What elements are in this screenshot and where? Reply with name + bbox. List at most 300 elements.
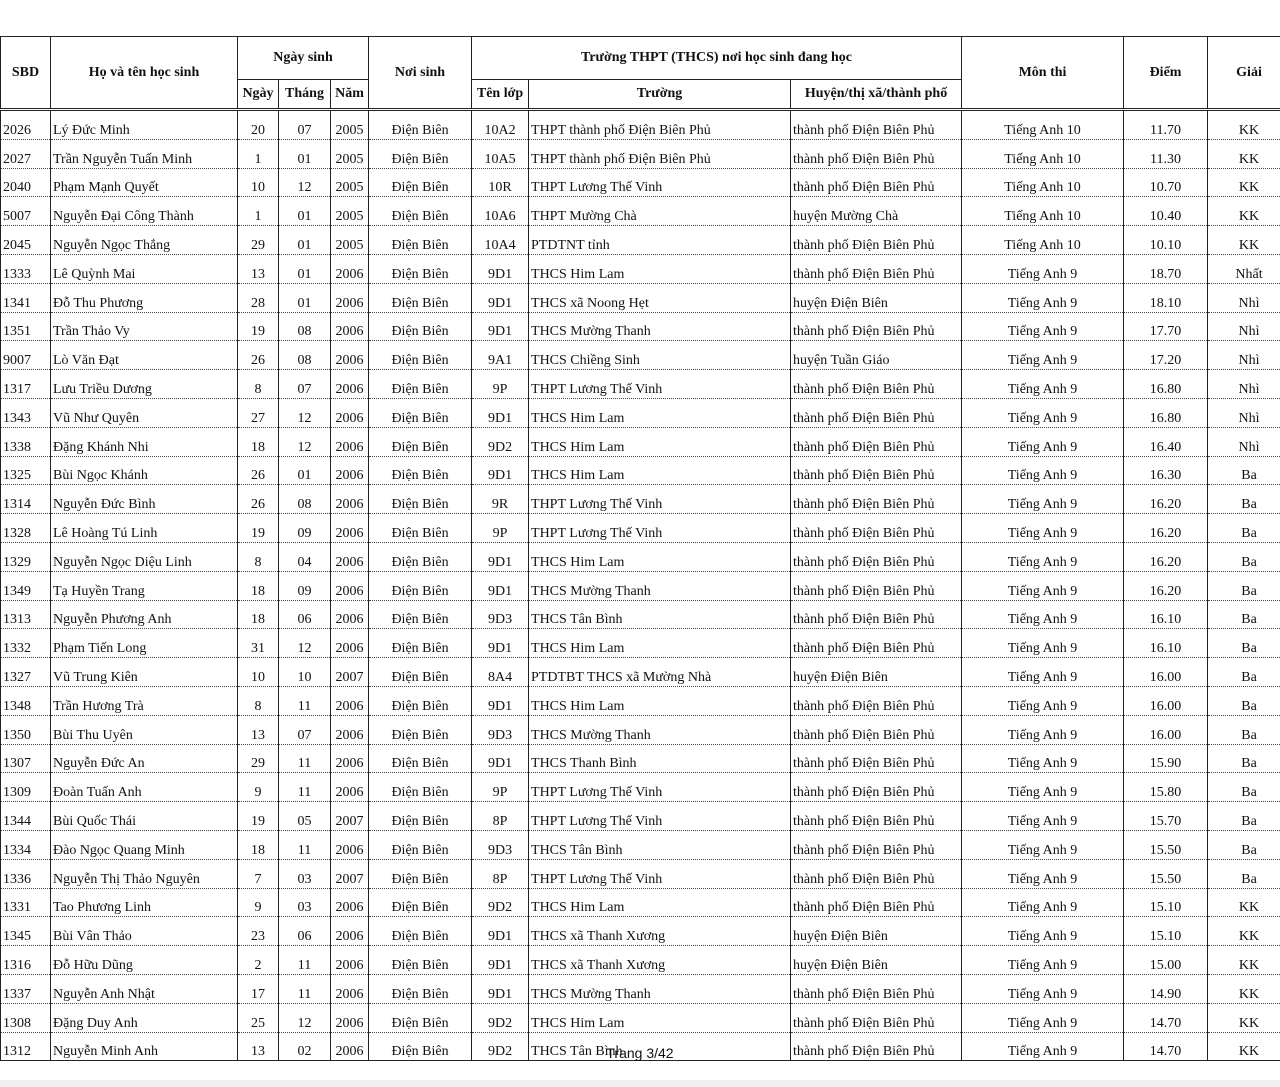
table-body [1, 110, 1280, 1061]
subject-cell: Tiếng Anh 10 [962, 197, 1124, 226]
birth-day-cell: 7 [238, 859, 279, 888]
school-cell: THCS Tân Bình [529, 1032, 791, 1061]
birth-day-cell: 31 [238, 629, 279, 658]
birth-month-cell: 01 [279, 226, 331, 255]
score-cell: 16.20 [1124, 514, 1208, 543]
table-row [1, 197, 1280, 226]
school-cell: THCS Him Lam [529, 1003, 791, 1032]
class-cell: 9D1 [472, 456, 529, 485]
table-row [1, 888, 1280, 917]
birth-day-cell: 25 [238, 1003, 279, 1032]
prize-cell: KK [1208, 946, 1280, 975]
school-cell: THPT Mường Chà [529, 197, 791, 226]
birth-month-cell: 01 [279, 139, 331, 168]
school-cell: THPT Lương Thế Vinh [529, 168, 791, 197]
prize-cell: Nhì [1208, 370, 1280, 399]
subject-cell: Tiếng Anh 9 [962, 1032, 1124, 1061]
prize-cell: KK [1208, 917, 1280, 946]
school-cell: THCS Him Lam [529, 254, 791, 283]
district-cell: thành phố Điện Biên Phủ [791, 744, 962, 773]
header-class: Tên lớp [472, 80, 529, 110]
birthplace-cell: Điện Biên [369, 1003, 472, 1032]
class-cell: 10A4 [472, 226, 529, 255]
district-cell: thành phố Điện Biên Phủ [791, 485, 962, 514]
prize-cell: Nhì [1208, 398, 1280, 427]
birth-year-cell: 2006 [331, 946, 369, 975]
class-cell: 9D1 [472, 571, 529, 600]
table-row [1, 571, 1280, 600]
bottom-bar [0, 1080, 1280, 1087]
sbd-cell: 1336 [1, 859, 51, 888]
district-cell: thành phố Điện Biên Phủ [791, 370, 962, 399]
school-cell: THPT Lương Thế Vinh [529, 485, 791, 514]
subject-cell: Tiếng Anh 9 [962, 946, 1124, 975]
birth-year-cell: 2006 [331, 341, 369, 370]
sbd-cell: 1325 [1, 456, 51, 485]
score-cell: 16.10 [1124, 600, 1208, 629]
class-cell: 9D3 [472, 715, 529, 744]
birthplace-cell: Điện Biên [369, 341, 472, 370]
score-cell: 18.10 [1124, 283, 1208, 312]
table-row [1, 946, 1280, 975]
birth-month-cell: 03 [279, 888, 331, 917]
score-cell: 16.20 [1124, 571, 1208, 600]
birth-year-cell: 2005 [331, 139, 369, 168]
prize-cell: KK [1208, 1032, 1280, 1061]
prize-cell: Ba [1208, 600, 1280, 629]
class-cell: 9D1 [472, 744, 529, 773]
class-cell: 8P [472, 802, 529, 831]
school-cell: PTDTNT tỉnh [529, 226, 791, 255]
student-name-cell: Trần Thảo Vy [51, 312, 238, 341]
table-row [1, 600, 1280, 629]
sbd-cell: 2026 [1, 110, 51, 140]
school-cell: THCS Him Lam [529, 427, 791, 456]
results-sheet [0, 36, 1280, 1061]
birth-day-cell: 19 [238, 514, 279, 543]
birth-year-cell: 2006 [331, 773, 369, 802]
prize-cell: Nhì [1208, 341, 1280, 370]
birthplace-cell: Điện Biên [369, 168, 472, 197]
school-cell: THPT Lương Thế Vinh [529, 802, 791, 831]
sbd-cell: 1351 [1, 312, 51, 341]
header-name: Họ và tên học sinh [51, 37, 238, 110]
class-cell: 8P [472, 859, 529, 888]
score-cell: 16.00 [1124, 715, 1208, 744]
sbd-cell: 1341 [1, 283, 51, 312]
score-cell: 16.00 [1124, 686, 1208, 715]
birth-day-cell: 27 [238, 398, 279, 427]
birth-month-cell: 08 [279, 312, 331, 341]
birth-year-cell: 2006 [331, 830, 369, 859]
prize-cell: KK [1208, 110, 1280, 140]
class-cell: 9D3 [472, 600, 529, 629]
birthplace-cell: Điện Biên [369, 456, 472, 485]
table-row [1, 859, 1280, 888]
district-cell: thành phố Điện Biên Phủ [791, 600, 962, 629]
birth-year-cell: 2006 [331, 917, 369, 946]
district-cell: thành phố Điện Biên Phủ [791, 629, 962, 658]
table-row [1, 341, 1280, 370]
birth-year-cell: 2006 [331, 542, 369, 571]
sbd-cell: 1329 [1, 542, 51, 571]
sbd-cell: 2040 [1, 168, 51, 197]
school-cell: THCS Tân Bình [529, 830, 791, 859]
birth-year-cell: 2005 [331, 226, 369, 255]
birth-month-cell: 09 [279, 514, 331, 543]
birth-month-cell: 07 [279, 110, 331, 140]
student-name-cell: Đỗ Hữu Dũng [51, 946, 238, 975]
class-cell: 10R [472, 168, 529, 197]
student-name-cell: Lê Hoàng Tú Linh [51, 514, 238, 543]
class-cell: 9D3 [472, 830, 529, 859]
prize-cell: Ba [1208, 514, 1280, 543]
table-row [1, 110, 1280, 140]
birth-day-cell: 13 [238, 254, 279, 283]
table-row [1, 456, 1280, 485]
prize-cell: Ba [1208, 629, 1280, 658]
birth-month-cell: 01 [279, 283, 331, 312]
school-cell: THPT thành phố Điện Biên Phủ [529, 110, 791, 140]
sbd-cell: 1307 [1, 744, 51, 773]
student-name-cell: Bùi Vân Thảo [51, 917, 238, 946]
school-cell: THPT Lương Thế Vinh [529, 773, 791, 802]
class-cell: 9D2 [472, 1032, 529, 1061]
subject-cell: Tiếng Anh 9 [962, 629, 1124, 658]
header-prize: Giải [1208, 37, 1280, 110]
district-cell: thành phố Điện Biên Phủ [791, 110, 962, 140]
school-cell: THPT Lương Thế Vinh [529, 514, 791, 543]
school-cell: THCS Mường Thanh [529, 571, 791, 600]
district-cell: thành phố Điện Biên Phủ [791, 139, 962, 168]
sbd-cell: 1313 [1, 600, 51, 629]
student-name-cell: Tao Phương Linh [51, 888, 238, 917]
district-cell: huyện Điện Biên [791, 658, 962, 687]
birth-day-cell: 29 [238, 226, 279, 255]
district-cell: thành phố Điện Biên Phủ [791, 859, 962, 888]
class-cell: 9D2 [472, 1003, 529, 1032]
sbd-cell: 1334 [1, 830, 51, 859]
class-cell: 9D1 [472, 254, 529, 283]
table-row [1, 802, 1280, 831]
subject-cell: Tiếng Anh 9 [962, 715, 1124, 744]
birthplace-cell: Điện Biên [369, 398, 472, 427]
prize-cell: Ba [1208, 456, 1280, 485]
birthplace-cell: Điện Biên [369, 197, 472, 226]
birth-month-cell: 12 [279, 427, 331, 456]
prize-cell: KK [1208, 197, 1280, 226]
birth-day-cell: 18 [238, 830, 279, 859]
subject-cell: Tiếng Anh 9 [962, 773, 1124, 802]
sbd-cell: 1350 [1, 715, 51, 744]
district-cell: thành phố Điện Biên Phủ [791, 974, 962, 1003]
birth-month-cell: 05 [279, 802, 331, 831]
header-day: Ngày [238, 80, 279, 110]
birth-year-cell: 2006 [331, 514, 369, 543]
birth-day-cell: 29 [238, 744, 279, 773]
student-name-cell: Nguyễn Đại Công Thành [51, 197, 238, 226]
birthplace-cell: Điện Biên [369, 485, 472, 514]
school-cell: THPT thành phố Điện Biên Phủ [529, 139, 791, 168]
score-cell: 16.80 [1124, 370, 1208, 399]
district-cell: huyện Mường Chà [791, 197, 962, 226]
class-cell: 9P [472, 773, 529, 802]
birth-year-cell: 2006 [331, 485, 369, 514]
birth-day-cell: 19 [238, 312, 279, 341]
subject-cell: Tiếng Anh 10 [962, 139, 1124, 168]
birthplace-cell: Điện Biên [369, 1032, 472, 1061]
subject-cell: Tiếng Anh 9 [962, 571, 1124, 600]
prize-cell: Ba [1208, 773, 1280, 802]
class-cell: 9D1 [472, 917, 529, 946]
score-cell: 15.50 [1124, 830, 1208, 859]
prize-cell: KK [1208, 1003, 1280, 1032]
birth-month-cell: 07 [279, 370, 331, 399]
class-cell: 9D1 [472, 542, 529, 571]
birth-month-cell: 01 [279, 456, 331, 485]
sbd-cell: 1317 [1, 370, 51, 399]
prize-cell: Ba [1208, 802, 1280, 831]
page-number: Trang 3/42 [606, 1045, 674, 1061]
birthplace-cell: Điện Biên [369, 427, 472, 456]
table-row [1, 370, 1280, 399]
birth-year-cell: 2006 [331, 456, 369, 485]
birthplace-cell: Điện Biên [369, 802, 472, 831]
table-row [1, 974, 1280, 1003]
class-cell: 9D1 [472, 629, 529, 658]
prize-cell: Ba [1208, 830, 1280, 859]
birthplace-cell: Điện Biên [369, 600, 472, 629]
district-cell: thành phố Điện Biên Phủ [791, 514, 962, 543]
prize-cell: Nhì [1208, 427, 1280, 456]
birth-year-cell: 2006 [331, 398, 369, 427]
school-cell: THCS Him Lam [529, 398, 791, 427]
results-table [0, 36, 1280, 1061]
table-row [1, 773, 1280, 802]
district-cell: thành phố Điện Biên Phủ [791, 168, 962, 197]
subject-cell: Tiếng Anh 9 [962, 370, 1124, 399]
score-cell: 16.00 [1124, 658, 1208, 687]
student-name-cell: Vũ Trung Kiên [51, 658, 238, 687]
birthplace-cell: Điện Biên [369, 859, 472, 888]
sbd-cell: 1312 [1, 1032, 51, 1061]
district-cell: thành phố Điện Biên Phủ [791, 802, 962, 831]
school-cell: THCS xã Thanh Xương [529, 917, 791, 946]
birthplace-cell: Điện Biên [369, 370, 472, 399]
birth-month-cell: 11 [279, 946, 331, 975]
sbd-cell: 1309 [1, 773, 51, 802]
student-name-cell: Nguyễn Minh Anh [51, 1032, 238, 1061]
school-cell: THCS Him Lam [529, 542, 791, 571]
table-row [1, 485, 1280, 514]
district-cell: thành phố Điện Biên Phủ [791, 1032, 962, 1061]
score-cell: 10.10 [1124, 226, 1208, 255]
prize-cell: Ba [1208, 542, 1280, 571]
sbd-cell: 1314 [1, 485, 51, 514]
birth-day-cell: 9 [238, 888, 279, 917]
birth-month-cell: 11 [279, 686, 331, 715]
prize-cell: Ba [1208, 859, 1280, 888]
class-cell: 10A5 [472, 139, 529, 168]
table-header [1, 37, 1280, 110]
school-cell: PTDTBT THCS xã Mường Nhà [529, 658, 791, 687]
student-name-cell: Nguyễn Phương Anh [51, 600, 238, 629]
birth-year-cell: 2006 [331, 715, 369, 744]
table-row [1, 139, 1280, 168]
birth-day-cell: 1 [238, 139, 279, 168]
birth-month-cell: 11 [279, 744, 331, 773]
birth-year-cell: 2005 [331, 110, 369, 140]
sbd-cell: 1338 [1, 427, 51, 456]
header-sbd: SBD [1, 37, 51, 110]
sbd-cell: 1349 [1, 571, 51, 600]
subject-cell: Tiếng Anh 9 [962, 283, 1124, 312]
class-cell: 9D1 [472, 946, 529, 975]
prize-cell: Ba [1208, 571, 1280, 600]
sbd-cell: 9007 [1, 341, 51, 370]
district-cell: thành phố Điện Biên Phủ [791, 398, 962, 427]
birth-year-cell: 2006 [331, 1032, 369, 1061]
prize-cell: KK [1208, 888, 1280, 917]
subject-cell: Tiếng Anh 10 [962, 168, 1124, 197]
class-cell: 9P [472, 514, 529, 543]
birthplace-cell: Điện Biên [369, 542, 472, 571]
school-cell: THCS Mường Thanh [529, 974, 791, 1003]
score-cell: 16.40 [1124, 427, 1208, 456]
student-name-cell: Đào Ngọc Quang Minh [51, 830, 238, 859]
birthplace-cell: Điện Biên [369, 830, 472, 859]
table-row [1, 254, 1280, 283]
student-name-cell: Lê Quỳnh Mai [51, 254, 238, 283]
district-cell: thành phố Điện Biên Phủ [791, 1003, 962, 1032]
birth-day-cell: 9 [238, 773, 279, 802]
subject-cell: Tiếng Anh 9 [962, 398, 1124, 427]
district-cell: thành phố Điện Biên Phủ [791, 888, 962, 917]
birthplace-cell: Điện Biên [369, 226, 472, 255]
table-row [1, 398, 1280, 427]
class-cell: 9D2 [472, 427, 529, 456]
district-cell: thành phố Điện Biên Phủ [791, 686, 962, 715]
score-cell: 15.10 [1124, 888, 1208, 917]
prize-cell: KK [1208, 139, 1280, 168]
subject-cell: Tiếng Anh 10 [962, 226, 1124, 255]
prize-cell: Ba [1208, 658, 1280, 687]
subject-cell: Tiếng Anh 9 [962, 485, 1124, 514]
sbd-cell: 5007 [1, 197, 51, 226]
class-cell: 9D1 [472, 312, 529, 341]
student-name-cell: Bùi Ngọc Khánh [51, 456, 238, 485]
student-name-cell: Trần Hương Trà [51, 686, 238, 715]
prize-cell: Nhất [1208, 254, 1280, 283]
prize-cell: Ba [1208, 715, 1280, 744]
subject-cell: Tiếng Anh 9 [962, 514, 1124, 543]
class-cell: 9D1 [472, 398, 529, 427]
sbd-cell: 1328 [1, 514, 51, 543]
district-cell: thành phố Điện Biên Phủ [791, 715, 962, 744]
district-cell: thành phố Điện Biên Phủ [791, 456, 962, 485]
student-name-cell: Phạm Mạnh Quyết [51, 168, 238, 197]
score-cell: 16.30 [1124, 456, 1208, 485]
sbd-cell: 1348 [1, 686, 51, 715]
birth-day-cell: 13 [238, 1032, 279, 1061]
birth-day-cell: 26 [238, 341, 279, 370]
class-cell: 9D1 [472, 283, 529, 312]
class-cell: 9D1 [472, 974, 529, 1003]
birthplace-cell: Điện Biên [369, 283, 472, 312]
student-name-cell: Trần Nguyễn Tuấn Minh [51, 139, 238, 168]
birth-day-cell: 23 [238, 917, 279, 946]
student-name-cell: Vũ Như Quyên [51, 398, 238, 427]
header-subject: Môn thi [962, 37, 1124, 110]
school-cell: THCS Him Lam [529, 686, 791, 715]
prize-cell: Ba [1208, 686, 1280, 715]
birth-month-cell: 08 [279, 485, 331, 514]
birth-month-cell: 07 [279, 715, 331, 744]
student-name-cell: Nguyễn Ngọc Diệu Linh [51, 542, 238, 571]
birth-month-cell: 01 [279, 254, 331, 283]
table-row [1, 658, 1280, 687]
birth-month-cell: 12 [279, 1003, 331, 1032]
birth-day-cell: 28 [238, 283, 279, 312]
birth-year-cell: 2007 [331, 802, 369, 831]
student-name-cell: Đặng Khánh Nhi [51, 427, 238, 456]
subject-cell: Tiếng Anh 9 [962, 254, 1124, 283]
table-row [1, 715, 1280, 744]
school-cell: THCS Him Lam [529, 456, 791, 485]
subject-cell: Tiếng Anh 9 [962, 744, 1124, 773]
score-cell: 17.70 [1124, 312, 1208, 341]
birthplace-cell: Điện Biên [369, 888, 472, 917]
birth-year-cell: 2006 [331, 1003, 369, 1032]
birth-year-cell: 2006 [331, 254, 369, 283]
score-cell: 14.70 [1124, 1003, 1208, 1032]
birthplace-cell: Điện Biên [369, 312, 472, 341]
district-cell: thành phố Điện Biên Phủ [791, 226, 962, 255]
subject-cell: Tiếng Anh 9 [962, 917, 1124, 946]
subject-cell: Tiếng Anh 9 [962, 658, 1124, 687]
student-name-cell: Nguyễn Ngọc Thắng [51, 226, 238, 255]
district-cell: thành phố Điện Biên Phủ [791, 254, 962, 283]
sbd-cell: 2045 [1, 226, 51, 255]
birth-year-cell: 2006 [331, 888, 369, 917]
table-row [1, 427, 1280, 456]
birth-month-cell: 11 [279, 974, 331, 1003]
table-row [1, 686, 1280, 715]
district-cell: thành phố Điện Biên Phủ [791, 830, 962, 859]
score-cell: 10.70 [1124, 168, 1208, 197]
table-row [1, 514, 1280, 543]
subject-cell: Tiếng Anh 9 [962, 312, 1124, 341]
birth-year-cell: 2006 [331, 571, 369, 600]
sbd-cell: 1344 [1, 802, 51, 831]
score-cell: 15.90 [1124, 744, 1208, 773]
score-cell: 15.10 [1124, 917, 1208, 946]
student-name-cell: Nguyễn Anh Nhật [51, 974, 238, 1003]
table-row [1, 283, 1280, 312]
birth-day-cell: 1 [238, 197, 279, 226]
district-cell: thành phố Điện Biên Phủ [791, 542, 962, 571]
score-cell: 14.70 [1124, 1032, 1208, 1061]
birth-month-cell: 01 [279, 197, 331, 226]
birth-day-cell: 19 [238, 802, 279, 831]
score-cell: 16.10 [1124, 629, 1208, 658]
score-cell: 15.50 [1124, 859, 1208, 888]
birth-day-cell: 2 [238, 946, 279, 975]
birth-year-cell: 2006 [331, 686, 369, 715]
district-cell: thành phố Điện Biên Phủ [791, 312, 962, 341]
subject-cell: Tiếng Anh 9 [962, 1003, 1124, 1032]
birthplace-cell: Điện Biên [369, 254, 472, 283]
